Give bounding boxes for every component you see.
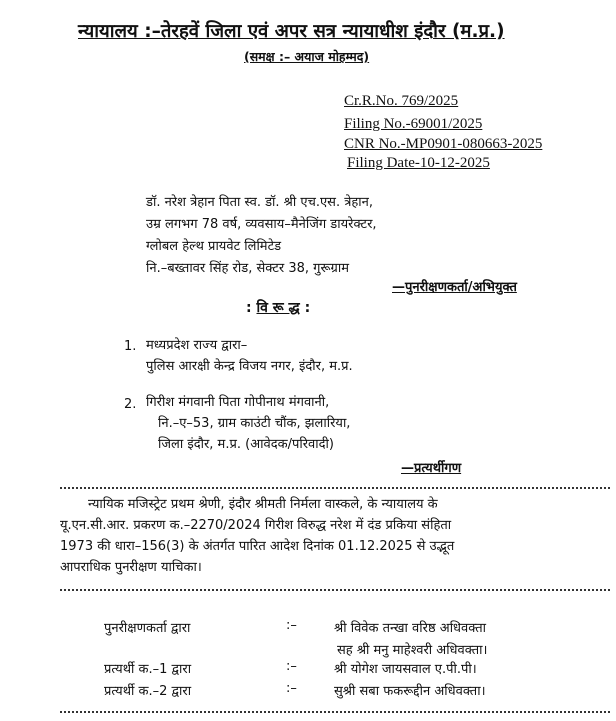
cnr-number: CNR No.-MP0901-080663-2025	[344, 136, 543, 152]
case-number: Cr.R.No. 769/2025	[344, 93, 459, 109]
respondent-number: 1.	[124, 339, 137, 354]
presiding-officer: (समक्ष :– अयाज मोहम्मद)	[244, 49, 370, 64]
respondent-line: मध्यप्रदेश राज्य द्वारा–	[146, 338, 248, 353]
summary-line: आपराधिक पुनरीक्षण याचिका।	[60, 560, 202, 575]
dotted-divider	[60, 487, 610, 489]
petitioner-line: उम्र लगभग 78 वर्ष, व्यवसाय–मैनेजिंग डायरेक्टर,	[146, 217, 377, 232]
advocate-name: सह श्री मनु माहेश्वरी अधिवक्ता।	[337, 643, 488, 658]
court-title: न्यायालय :–तेरहवें जिला एवं अपर सत्र न्यायाधीश इंदौर (म.प्र.)	[78, 21, 505, 42]
advocate-name: सुश्री सबा फकरूद्दीन अधिवक्ता।	[334, 684, 486, 699]
advocate-separator: :–	[286, 681, 297, 696]
advocate-party: प्रत्यर्थी क.–1 द्वारा	[104, 662, 192, 677]
petitioner-line: ग्लोबल हेल्थ प्रायवेट लिमिटेड	[146, 239, 282, 254]
summary-line: यू.एन.सी.आर. प्रकरण क.–2270/2024 गिरीश विरुद्ध नरेश में दंड प्रकिया संहिता	[60, 518, 452, 533]
case-summary	[60, 494, 600, 578]
filing-number: Filing No.-69001/2025	[344, 116, 483, 132]
respondent-line: पुलिस आरक्षी केन्द्र विजय नगर, इंदौर, म.प्र.	[146, 359, 353, 374]
respondents-role-label	[401, 458, 461, 476]
summary-line: न्यायिक मजिस्ट्रेट प्रथम श्रेणी, इंदौर श्रीमती निर्मला वास्कले, के न्यायालय के	[88, 497, 438, 512]
respondents-role-text: —प्रत्यर्थीगण	[401, 461, 462, 476]
petitioner-role-text: —पुनरीक्षणकर्ता/अभियुक्त	[392, 280, 517, 295]
advocate-separator: :–	[286, 659, 297, 674]
respondent-number: 2.	[124, 397, 137, 412]
petitioner-role-label	[392, 277, 517, 295]
respondent-line: नि.–ए–53, ग्राम काउंटी चौंक, झलारिया,	[158, 416, 351, 431]
versus-prefix: :	[246, 300, 257, 316]
respondent-line: जिला इंदौर, म.प्र. (आवेदक/परिवादी)	[158, 437, 334, 452]
respondent-line: गिरीश मंगवानी पिता गोपीनाथ मंगवानी,	[146, 395, 330, 410]
filing-date: Filing Date-10-12-2025	[347, 155, 490, 171]
petitioner-line: नि.–बख्तावर सिंह रोड, सेक्टर 38, गुरूग्राम	[146, 261, 350, 276]
versus-suffix: :	[299, 300, 311, 316]
advocate-party: प्रत्यर्थी क.–2 द्वारा	[104, 684, 192, 699]
advocate-party: पुनरीक्षणकर्ता द्वारा	[104, 621, 191, 636]
versus-heading	[246, 298, 310, 317]
summary-line: 1973 की धारा–156(3) के अंतर्गत पारित आदेश दिनांक 01.12.2025 से उद्भूत	[60, 539, 455, 554]
advocate-separator: :–	[286, 618, 297, 633]
advocate-name: श्री योगेश जायसवाल ए.पी.पी।	[334, 662, 477, 677]
dotted-divider	[60, 711, 610, 713]
dotted-divider	[60, 589, 610, 591]
advocate-name: श्री विवेक तन्खा वरिष्ठ अधिवक्ता	[334, 621, 487, 636]
petitioner-line: डॉ. नरेश त्रेहान पिता स्व. डॉ. श्री एच.एस. त्रेहान,	[146, 195, 373, 210]
versus-word: वि रू द्ध	[256, 300, 300, 316]
